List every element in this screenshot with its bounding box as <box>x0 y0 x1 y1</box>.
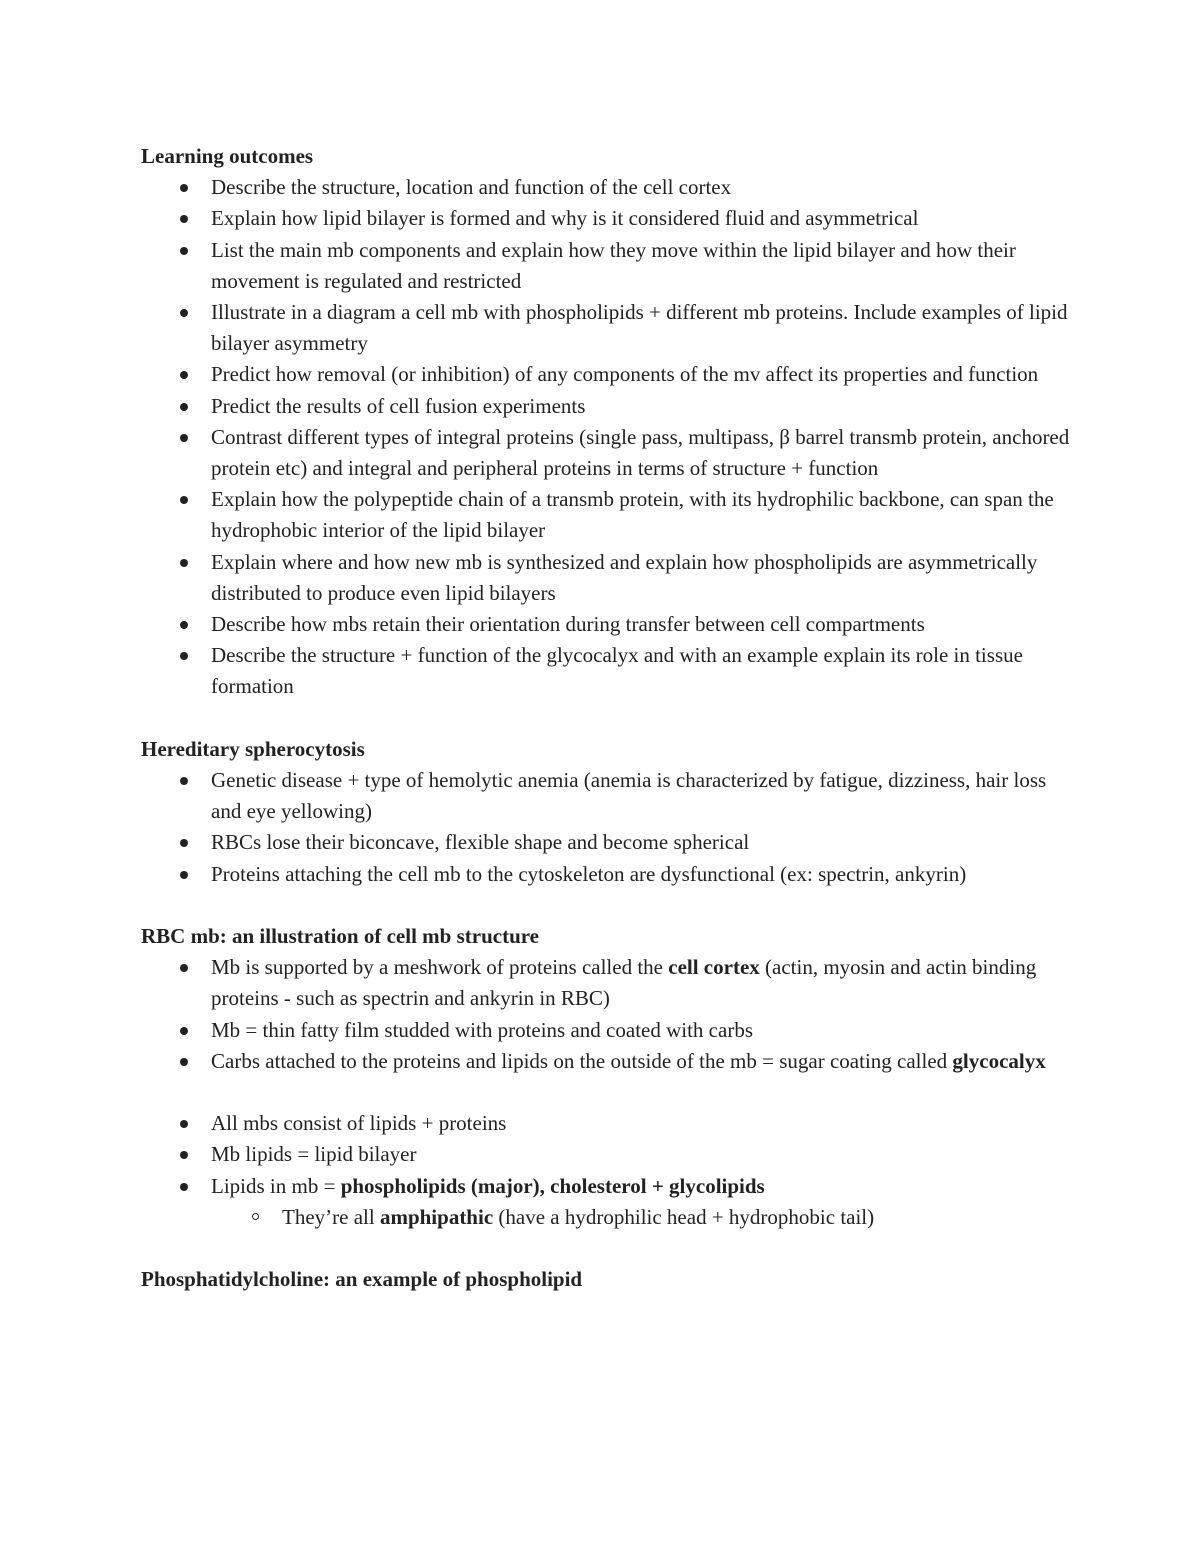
list-item <box>141 859 1071 890</box>
hollow-bullet-icon <box>252 1213 259 1220</box>
list-item-text: Contrast different types of integral proteins (single pass, multipass, β barrel transmb protein, anchored protein etc) and integral and peripheral proteins in terms of structure + function <box>211 424 1070 481</box>
bullet-icon <box>180 559 188 567</box>
list-item <box>141 297 1071 359</box>
bullet-icon <box>180 777 188 785</box>
heading-rbc-mb: RBC mb: an illustration of cell mb structure <box>141 924 540 949</box>
list-item-text: Describe the structure + function of the glycocalyx and with an example explain its role in tissue formation <box>211 643 1023 699</box>
list-item-text: Predict the results of cell fusion experiments <box>211 393 586 418</box>
bullet-icon <box>180 371 188 379</box>
bullet-icon <box>180 652 188 660</box>
list-item <box>141 547 1071 609</box>
list-item <box>141 952 1071 1014</box>
list-item <box>141 235 1071 297</box>
list-item <box>141 640 1071 702</box>
bullet-icon <box>180 403 188 411</box>
list-item-text: Explain how the polypeptide chain of a transmb protein, with its hydrophilic backbone, can span the hydrophobic interior of the lipid bilayer <box>211 487 1054 543</box>
bullet-icon <box>180 839 188 847</box>
bullet-icon <box>180 1183 188 1191</box>
bullet-icon <box>180 309 188 317</box>
list-item-text: Illustrate in a diagram a cell mb with phospholipids + different mb proteins. Include examples of lipid bilayer asymmetry <box>211 300 1068 356</box>
bullet-icon <box>180 871 188 879</box>
list-item <box>141 203 1071 234</box>
list-item-text: Mb lipids = lipid bilayer <box>211 1142 417 1167</box>
term-amphipathic: amphipathic <box>379 1204 494 1229</box>
bullet-icon <box>180 1120 188 1128</box>
list-item <box>141 359 1071 390</box>
spacer <box>141 890 1071 921</box>
spacer <box>141 703 1071 734</box>
list-item-text: Proteins attaching the cell mb to the cytoskeleton are dysfunctional (ex: spectrin, ankyrin) <box>211 861 967 886</box>
list-item <box>141 1046 1071 1077</box>
sub-list <box>141 1202 1071 1233</box>
list-item-text: All mbs consist of lipids + proteins <box>211 1111 507 1136</box>
bullet-icon <box>180 434 188 442</box>
list-item-text-pre: Carbs attached to the proteins and lipids on the outside of the mb = sugar coating called <box>211 1048 953 1073</box>
list-item <box>141 1139 1071 1170</box>
list-item-text-pre: Lipids in mb = <box>211 1173 341 1198</box>
term-glycocalyx: glycocalyx <box>952 1048 1046 1073</box>
bullet-icon <box>180 496 188 504</box>
list-item <box>141 172 1071 203</box>
list-item <box>141 422 1071 484</box>
list-item <box>141 484 1071 546</box>
list-item <box>141 1015 1071 1046</box>
list-item-text: RBCs lose their biconcave, flexible shape and become spherical <box>211 830 750 855</box>
list-item <box>141 765 1071 827</box>
list-item <box>141 827 1071 858</box>
list-item <box>141 1171 1071 1233</box>
rbc-mb-list-a <box>141 952 1071 1077</box>
bullet-icon <box>180 964 188 972</box>
list-item <box>141 1108 1071 1139</box>
bullet-icon <box>180 1027 188 1035</box>
heading-phosphatidylcholine: Phosphatidylcholine: an example of phospholipid <box>141 1267 583 1292</box>
term-lipid-types: phospholipids (major), cholesterol + glycolipids <box>340 1173 765 1198</box>
spherocytosis-list <box>141 765 1071 890</box>
bullet-icon <box>180 621 188 629</box>
spacer <box>141 1077 1071 1108</box>
list-item-text: Genetic disease + type of hemolytic anemia (anemia is characterized by fatigue, dizziness, hair loss and eye yellowing) <box>211 768 1047 824</box>
sub-item-text-pre: They’re all <box>282 1204 380 1229</box>
list-item <box>141 391 1071 422</box>
list-item-text-post: (actin, myosin and actin binding proteins - such as spectrin and ankyrin in RBC) <box>211 955 1037 1011</box>
bullet-icon <box>180 215 188 223</box>
heading-hereditary-spherocytosis: Hereditary spherocytosis <box>141 736 365 761</box>
list-item-text: Explain how lipid bilayer is formed and why is it considered fluid and asymmetrical <box>211 206 919 231</box>
list-item-text-pre: Mb is supported by a meshwork of proteins called the <box>211 955 669 980</box>
list-item <box>141 609 1071 640</box>
heading-learning-outcomes: Learning outcomes <box>141 144 314 168</box>
list-item-text: Describe how mbs retain their orientation during transfer between cell compartments <box>211 612 925 637</box>
bullet-icon <box>180 1058 188 1066</box>
spacer <box>141 1233 1071 1264</box>
sub-list-item <box>141 1202 1071 1233</box>
learning-outcomes-list <box>141 172 1071 702</box>
sub-item-text-post: (have a hydrophilic head + hydrophobic tail) <box>493 1204 875 1229</box>
term-cell-cortex: cell cortex <box>668 955 760 980</box>
document-body <box>141 141 1071 1295</box>
list-item-text: Mb = thin fatty film studded with proteins and coated with carbs <box>211 1017 753 1042</box>
bullet-icon <box>180 1151 188 1159</box>
list-item-text: Describe the structure, location and function of the cell cortex <box>211 175 732 200</box>
rbc-mb-list-b <box>141 1108 1071 1233</box>
list-item-text: List the main mb components and explain how they move within the lipid bilayer and how their movement is regulated and restricted <box>211 237 1016 293</box>
bullet-icon <box>180 247 188 255</box>
bullet-icon <box>180 184 188 192</box>
list-item-text: Explain where and how new mb is synthesized and explain how phospholipids are asymmetrically distributed to produce even lipid bilayers <box>211 549 1038 605</box>
list-item-text: Predict how removal (or inhibition) of any components of the mv affect its properties and function <box>211 362 1039 387</box>
